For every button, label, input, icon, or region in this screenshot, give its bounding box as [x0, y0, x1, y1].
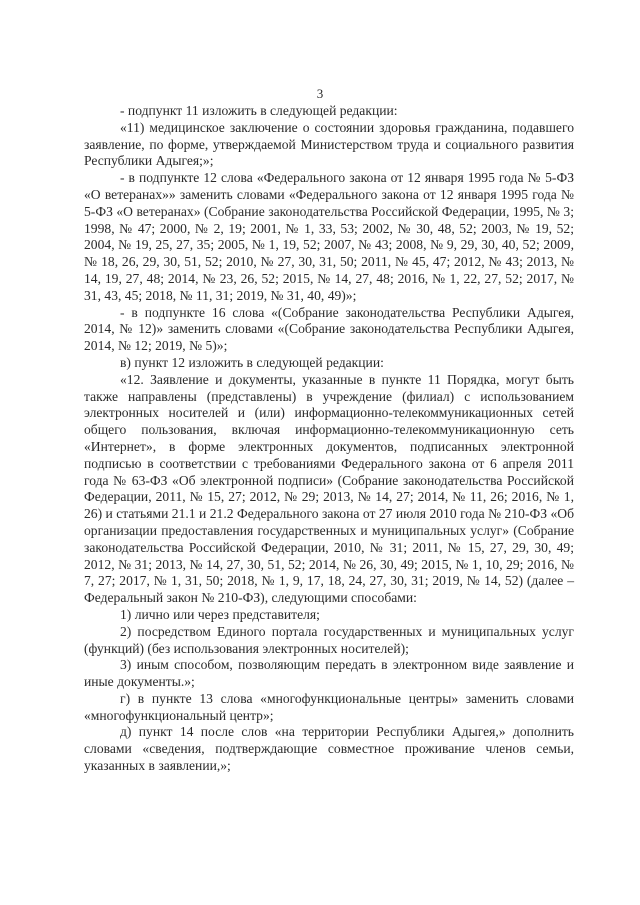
page-number: 3: [316, 86, 324, 101]
paragraph: «11) медицинское заключение о состоянии здоровья гражданина, подавшего заявление, по форме, утверждаемой Министерством труда и социального развития Республики Адыгея;»;: [84, 119, 574, 169]
paragraph: в) пункт 12 изложить в следующей редакции:: [120, 354, 384, 370]
paragraph: - в подпункте 12 слова «Федерального закона от 12 января 1995 года № 5-ФЗ «О ветеранах»» заменить словами «Федерального закона от 12 января 1995 года № 5-ФЗ «О ветеранах» (Собрание законодательства Российской Федерации, 1995, № 3; 1998, № 47; 2000, № 2, 19; 2001, № 1, 33, 53; 2002, № 30, 48, 52; 2003, № 19, 52; 2004, № 19, 25, 27, 35; 2005, № 1, 19, 52; 2007, № 43; 2008, № 9, 29, 30, 40, 52; 2009, № 18, 26, 29, 30, 51, 52; 2010, № 27, 30, 31, 50; 2011, № 45, 47; 2012, № 43; 2013, № 14, 19, 27, 48; 2014, № 23, 26, 52; 2015, № 14, 27, 48; 2016, № 1, 22, 27, 52; 2017, № 31, 43, 45; 2018, № 11, 31; 2019, № 31, 40, 49)»;: [84, 170, 574, 303]
paragraph: д) пункт 14 после слов «на территории Республики Адыгея,» дополнить словами «сведения, подтверждающие совместное проживание членов семьи, указанных в заявлении,»;: [84, 724, 574, 774]
document-body: [84, 103, 574, 775]
paragraph: 2) посредством Единого портала государственных и муниципальных услуг (функций) (без использования электронных носителей);: [84, 623, 574, 656]
paragraph: 1) лично или через представителя;: [120, 606, 320, 622]
paragraph: - в подпункте 16 слова «(Собрание законодательства Республики Адыгея, 2014, № 12)» заменить словами «(Собрание законодательства Республики Адыгея, 2014, № 12; 2019, № 5)»;: [84, 304, 574, 354]
paragraph: г) в пункте 13 слова «многофункциональные центры» заменить словами «многофункциональный центр»;: [84, 690, 574, 723]
paragraph: 3) иным способом, позволяющим передать в электронном виде заявление и иные документы.»;: [84, 657, 574, 690]
paragraph: - подпункт 11 изложить в следующей редакции:: [120, 103, 398, 118]
paragraph: «12. Заявление и документы, указанные в пункте 11 Порядка, могут быть также направлены (представлены) в учреждение (филиал) с использованием электронных носителей и (или) информационно-телекоммуникационных сетей общего пользования, включая информационно-телекоммуникационную сеть «Интернет», в форме электронных документов, подписанных электронной подписью в соответствии с требованиями Федерального закона от 6 апреля 2011 года № 63-ФЗ «Об электронной подписи» (Собрание законодательства Российской Федерации, 2011, № 15, 27; 2012, № 29; 2013, № 14, 27; 2014, № 11, 26; 2016, № 1, 26) и статьями 21.1 и 21.2 Федерального закона от 27 июля 2010 года № 210-ФЗ «Об организации предоставления государственных и муниципальных услуг» (Собрание законодательства Российской Федерации, 2010, № 31; 2011, № 15, 27, 29, 30, 49; 2012, № 31; 2013, № 14, 27, 30, 51, 52; 2014, № 26, 30, 49; 2015, № 1, 10, 29; 2016, № 7, 27; 2017, № 1, 31, 50; 2018, № 1, 9, 17, 18, 24, 27, 30, 31; 2019, № 14, 52) (далее – Федеральный закон № 210-ФЗ), следующими способами:: [84, 371, 574, 606]
